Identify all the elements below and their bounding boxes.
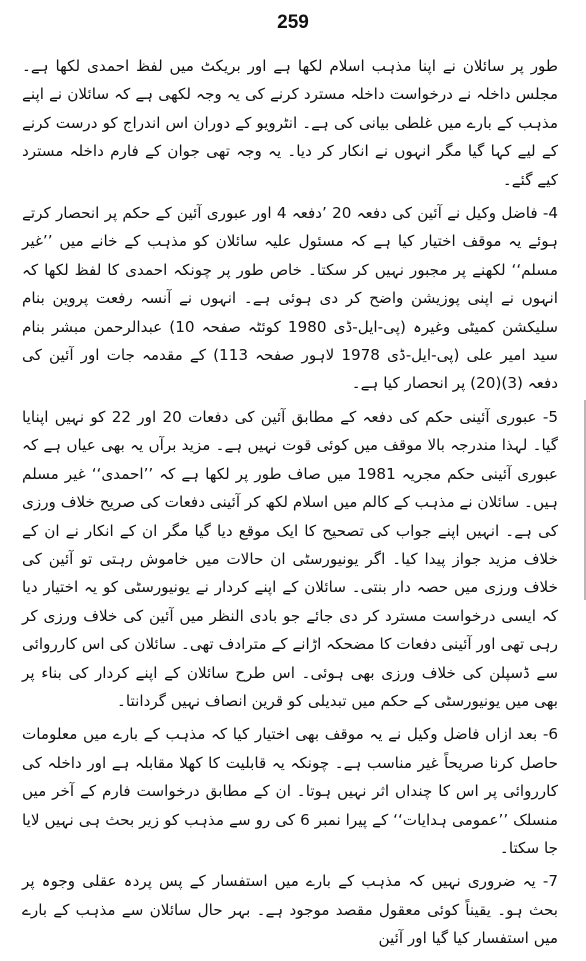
paragraph-6: 6- بعد ازاں فاضل وکیل نے یہ موقف بھی اختیار کیا کہ مذہب کے بارے میں معلومات حاصل کرنا صریحاً غیر مناسب ہے۔ چونکہ یہ قابلیت کا کھلا مقابلہ ہے اور داخلہ کی کارروائی پر اس کا چنداں اثر نہیں ہوتا۔ ان کے مطابق درخواست فارم کے آخر میں منسلک ’’عمومی ہدایات‘‘ کے پیرا نمبر 6 کی رو سے مذہب کو زیر بحث ہی نہیں لایا جا سکتا۔ [22,725,559,857]
paragraph-continuation: طور پر سائلان نے اپنا مذہب اسلام لکھا ہے اور بریکٹ میں لفظ احمدی لکھا ہے۔ مجلس داخلہ نے درخواست داخلہ مسترد کرنے کی یہ وجہ لکھی ہے کہ سائلان نے اپنے مذہب کے بارے میں غلطی بیانی کی ہے۔ انٹرویو کے دوران اس اندراج کو درست کرنے کے لیے کہا گیا مگر انہوں نے انکار کر دیا۔ یہ وجہ تھی جوان کے فارم داخلہ مسترد کیے گئے۔ [22,57,558,189]
page-number: 259 [277,12,309,33]
paragraph-5: 5- عبوری آئینی حکم کی دفعہ کے مطابق آئین کی دفعات 20 اور 22 کو نہیں اپنایا گیا۔ لہذا مندرجہ بالا موقف میں کوئی قوت نہیں ہے۔ مزید برآں یہ بھی عیاں ہے کہ عبوری آئینی حکم مجریہ 1981 میں صاف طور پر لکھا ہے کہ ’’احمدی‘‘ غیر مسلم ہیں۔ سائلان نے مذہب کے کالم میں اسلام لکھ کر آئینی دفعات کی صریح خلاف ورزی کی ہے۔ انہیں اپنے جواب کی تصحیح کا ایک موقع دیا گیا مگر ان کے انکار نے ان کے خلاف مزید جواز پیدا کیا۔ اگر یونیورسٹی ان حالات میں خاموش رہتی تو آئین کی خلاف ورزی میں حصہ دار بنتی۔ سائلان کے اپنے کردار نے یونیورسٹی کو یہ اختیار دیا کہ ایسی درخواست مسترد کر دی جائے جو بادی النظر میں آئین کی خلاف ورزی کر رہی تھی اور آئینی دفعات کا مضحکہ اڑانے کے مترادف تھی۔ سائلان کی اس کارروائی سے ڈسپلن کی خلاف ورزی بھی ہوئی۔ اس طرح سائلان کے اپنے کردار کی بناء پر بھی میں یونیورسٹی کے حکم میں تبدیلی کو قرین انصاف نہیں گردانتا۔ [22,407,559,710]
paragraph-4: 4- فاضل وکیل نے آئین کی دفعہ 20 ’دفعہ 4 اور عبوری آئین کے حکم پر انحصار کرتے ہوئے یہ موقف اختیار کیا ہے کہ مسئول علیہ سائلان کو مذہب کے خانے میں ’’غیر مسلم‘‘ لکھنے پر مجبور نہیں کر سکتا۔ خاص طور پر چونکہ احمدی کا لفظ لکھا کہ انہوں نے اپنی پوزیشن واضح کر دی ہوئی ہے۔ انہوں نے آنسہ رفعت پروین بنام سلیکشن کمیٹی وغیرہ (پی-ایل-ڈی 1980 کوئٹہ صفحہ 10) عبدالرحمن مبشر بنام سید امیر علی (پی-ایل-ڈی 1978 لاہور صفحہ 113) کے مقدمہ جات اور آئین کی دفعہ (3)(20) پر انحصار کیا ہے۔ [22,204,559,393]
paragraph-7: 7- یہ ضروری نہیں کہ مذہب کے بارے میں استفسار کے پس پردہ عقلی وجوہ پر بحث ہو۔ یقیناً کوئی معقول مقصد موجود ہے۔ بہر حال سائلان سے مذہب کے بارے میں استفسار کیا گیا اور آئین [22,872,558,948]
document-body [22,52,558,953]
